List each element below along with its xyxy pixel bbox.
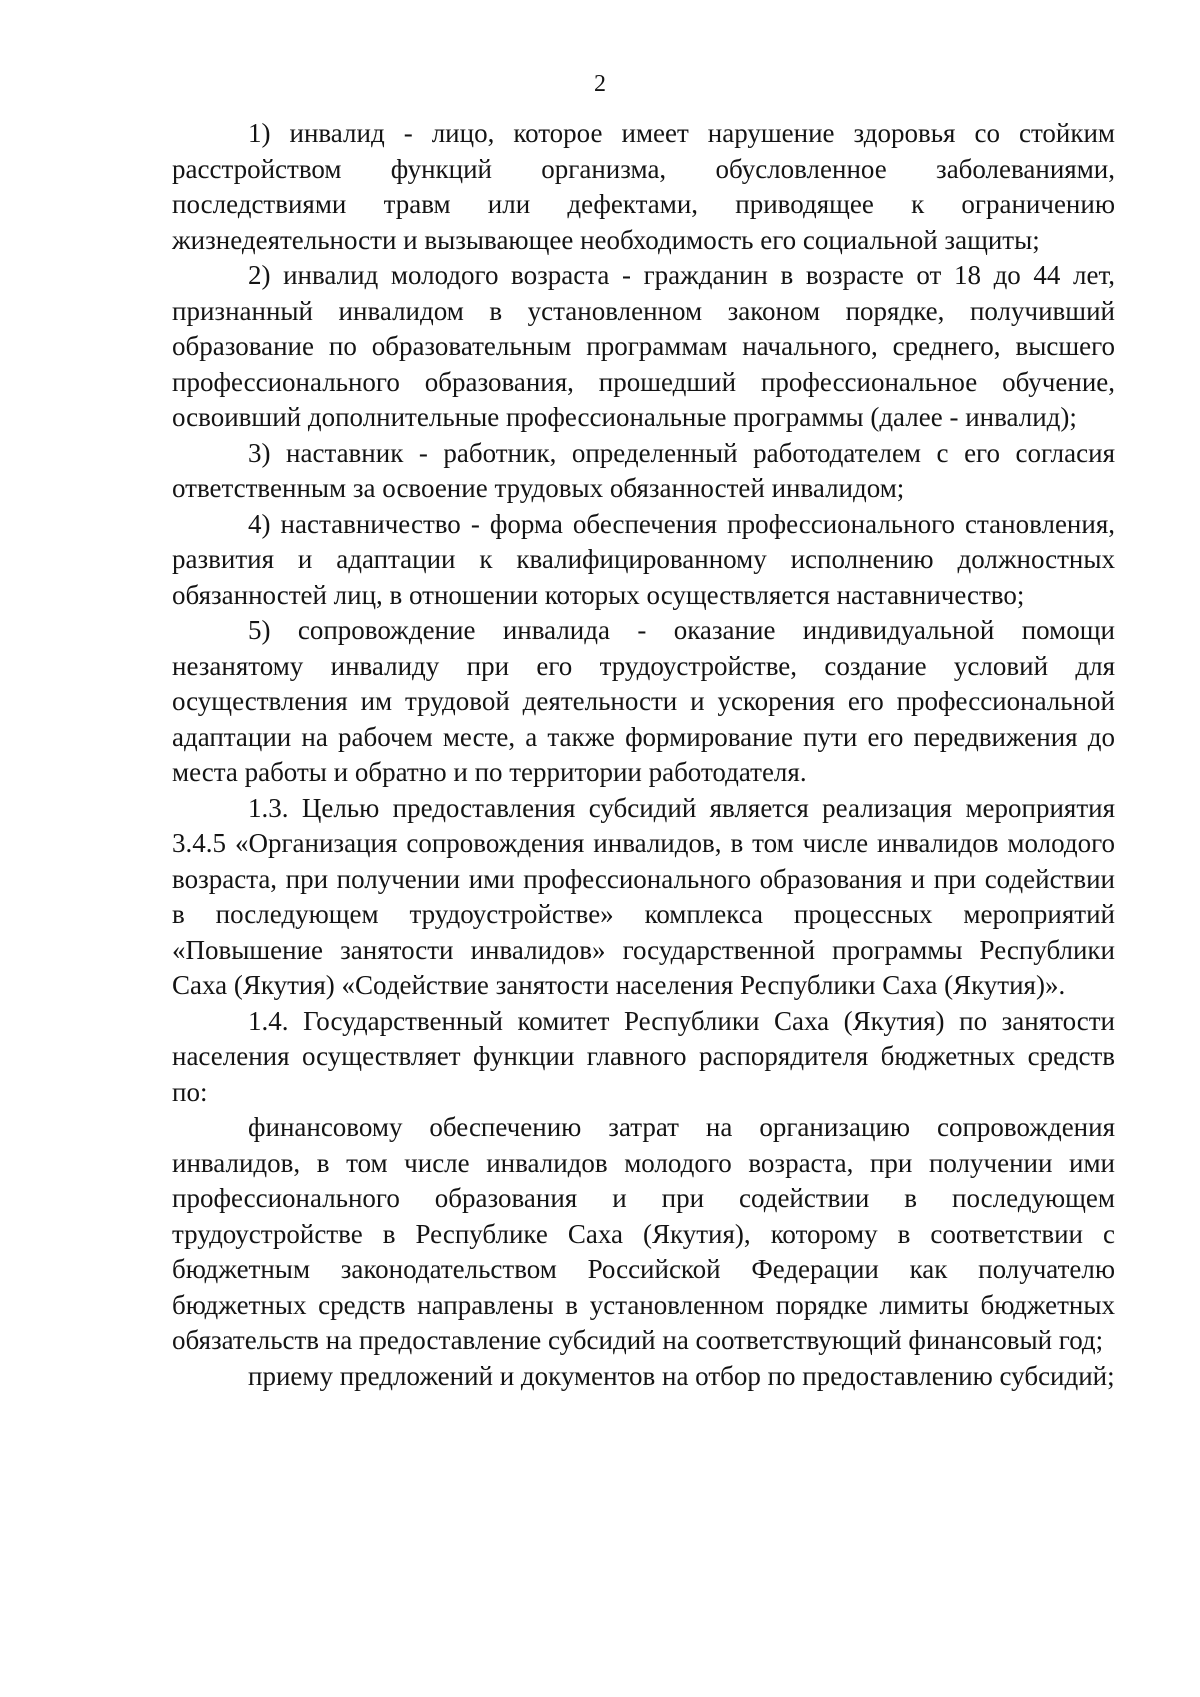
document-body bbox=[172, 116, 1115, 1394]
clause-1-4: 1.4. Государственный комитет Республики Саха (Якутия) по занятости населения осуществляет функции главного распорядителя бюджетных средств по: bbox=[172, 1005, 1115, 1107]
definition-accompaniment: 5) сопровождение инвалида - оказание индивидуальной помощи незанятому инвалиду при его трудоустройстве, создание условий для осуществления им трудовой деятельности и ускорения его профессиональной адаптации на рабочем месте, а также формирование пути его передвижения до места работы и обратно и по территории работодателя. bbox=[172, 615, 1115, 787]
definition-disabled-person: 1) инвалид - лицо, которое имеет нарушение здоровья со стойким расстройством функций организма, обусловленное заболеваниями, последствиями травм или дефектами, приводящее к ограничению жизнедеятельности и вызывающее необходимость его социальной защиты; bbox=[172, 118, 1115, 255]
clause-1-4-financing: финансовому обеспечению затрат на организацию сопровождения инвалидов, в том числе инвалидов молодого возраста, при получении ими профессионального образования и при содействии в последующем трудоустройстве в Республике Саха (Якутия), которому в соответствии с бюджетным законодательством Российской Федерации как получателю бюджетных средств направлены в установленном порядке лимиты бюджетных обязательств на предоставление субсидий на соответствующий финансовый год; bbox=[172, 1112, 1115, 1355]
definition-mentoring: 4) наставничество - форма обеспечения профессионального становления, развития и адаптации к квалифицированному исполнению должностных обязанностей лиц, в отношении которых осуществляется наставничество; bbox=[172, 508, 1115, 610]
clause-1-4-applications: приему предложений и документов на отбор по предоставлению субсидий; bbox=[248, 1360, 1115, 1391]
page-number: 2 bbox=[594, 71, 606, 97]
clause-1-3: 1.3. Целью предоставления субсидий является реализация мероприятия 3.4.5 «Организация сопровождения инвалидов, в том числе инвалидов молодого возраста, при получении ими профессионального образования и при содействии в последующем трудоустройстве» комплекса процессных мероприятий «Повышение занятости инвалидов» государственной программы Республики Саха (Якутия) «Содействие занятости населения Республики Саха (Якутия)». bbox=[172, 792, 1115, 1000]
definition-young-disabled-person: 2) инвалид молодого возраста - гражданин в возрасте от 18 до 44 лет, признанный инвалидом в установленном законом порядке, получивший образование по образовательным программам начального, среднего, высшего профессионального образования, прошедший профессиональное обучение, освоивший дополнительные профессиональные программы (далее - инвалид); bbox=[172, 260, 1115, 432]
definition-mentor: 3) наставник - работник, определенный работодателем с его согласия ответственным за освоение трудовых обязанностей инвалидом; bbox=[172, 437, 1115, 503]
